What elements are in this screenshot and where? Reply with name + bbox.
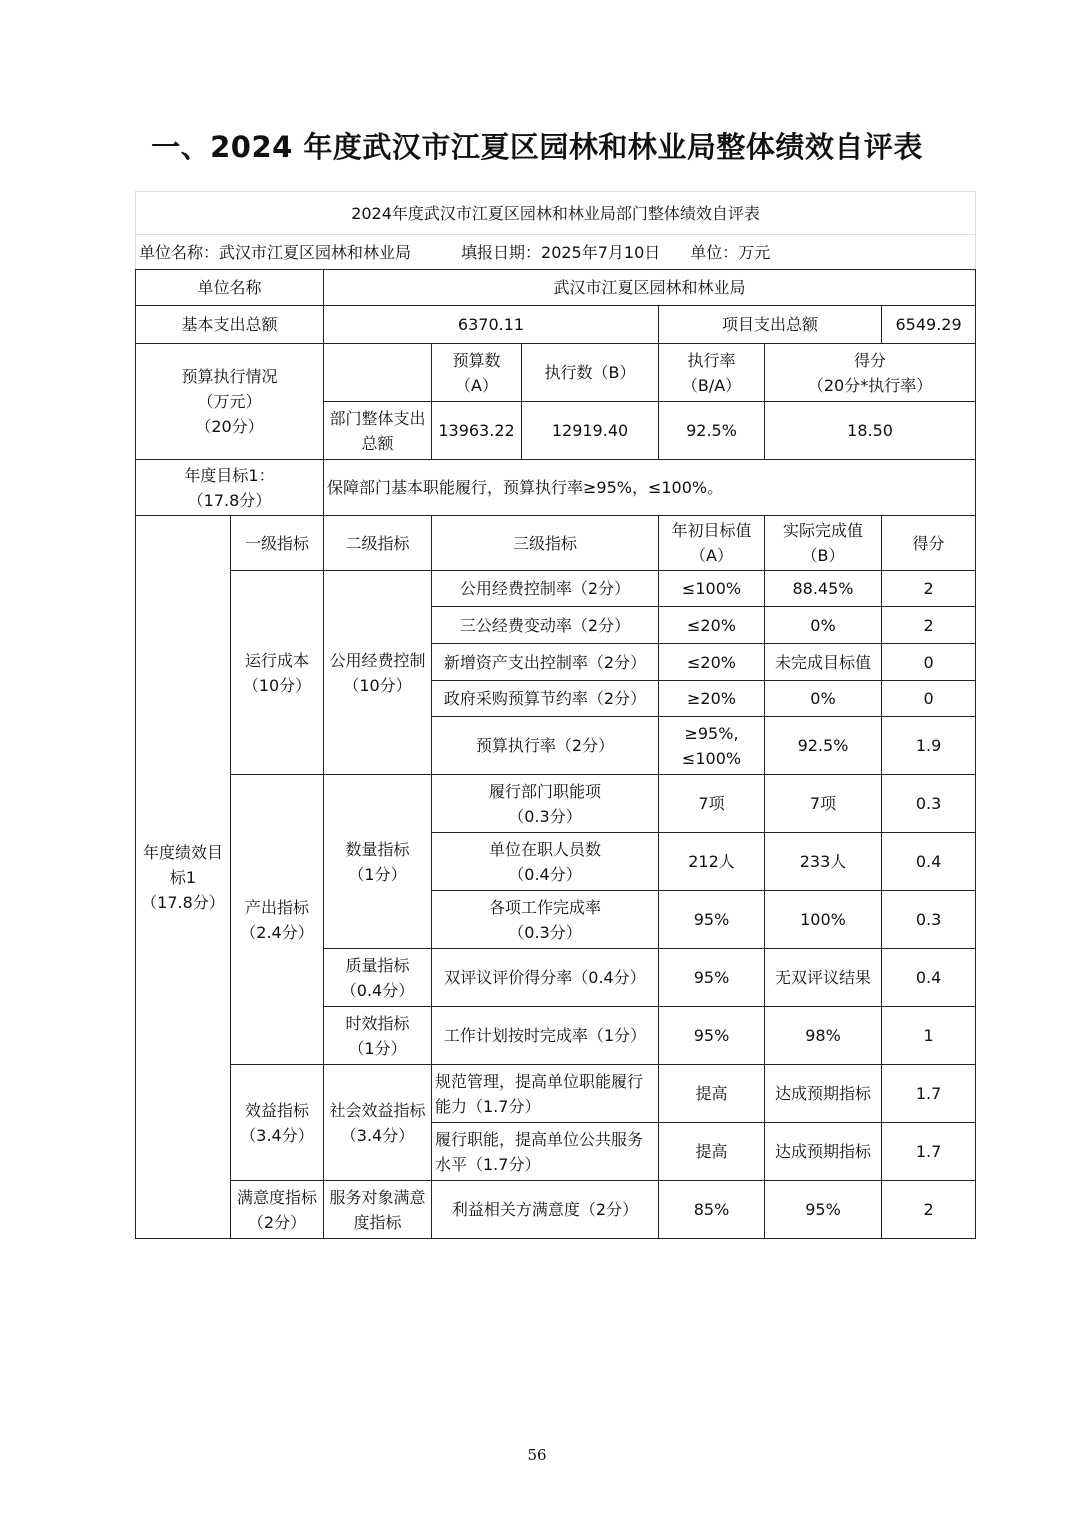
header-score: 得分 bbox=[882, 516, 976, 571]
indicator-name: 公用经费控制率（2分） bbox=[432, 571, 659, 607]
project-expense-label: 项目支出总额 bbox=[659, 306, 882, 344]
indicator-name: 利益相关方满意度（2分） bbox=[432, 1181, 659, 1239]
unit-name-info: 单位名称：武汉市江夏区园林和林业局 bbox=[139, 242, 412, 262]
indicator-actual: 0% bbox=[765, 607, 882, 644]
indicator-score: 0.3 bbox=[882, 775, 976, 833]
fill-date-info: 填报日期：2025年7月10日 bbox=[461, 242, 661, 262]
budget-head-budget: 预算数 （A） bbox=[432, 344, 522, 402]
indicator-name: 新增资产支出控制率（2分） bbox=[432, 644, 659, 681]
header-actual: 实际完成值 （B） bbox=[765, 516, 882, 571]
indicator-score: 1.7 bbox=[882, 1065, 976, 1123]
table-row bbox=[136, 1181, 976, 1239]
indicator-name: 双评议评价得分率（0.4分） bbox=[432, 949, 659, 1007]
info-line bbox=[136, 235, 976, 270]
indicator-actual: 0% bbox=[765, 681, 882, 717]
evaluation-table bbox=[135, 191, 976, 1239]
indicator-actual: 92.5% bbox=[765, 717, 882, 775]
indicator-name: 政府采购预算节约率（2分） bbox=[432, 681, 659, 717]
table-row bbox=[136, 571, 976, 607]
indicator-target: 95% bbox=[659, 891, 765, 949]
indicator-name: 单位在职人员数 （0.4分） bbox=[432, 833, 659, 891]
indicator-target: 7项 bbox=[659, 775, 765, 833]
indicator-target: 95% bbox=[659, 1007, 765, 1065]
indicator-target: ≤20% bbox=[659, 607, 765, 644]
indicator-name: 三公经费变动率（2分） bbox=[432, 607, 659, 644]
goal-text: 保障部门基本职能履行，预算执行率≥95%，≤100%。 bbox=[324, 460, 976, 516]
table-row bbox=[136, 1065, 976, 1123]
indicator-actual: 100% bbox=[765, 891, 882, 949]
basic-expense-value: 6370.11 bbox=[324, 306, 659, 344]
indicator-score: 1.7 bbox=[882, 1123, 976, 1181]
perf-goal-label: 年度绩效目 标1 （17.8分） bbox=[136, 516, 231, 1239]
group-benefit: 效益指标 （3.4分） bbox=[231, 1065, 324, 1181]
group-service: 服务对象满意 度指标 bbox=[324, 1181, 432, 1239]
budget-head-rate: 执行率 （B/A） bbox=[659, 344, 765, 402]
budget-exec-label: 预算执行情况 （万元） （20分） bbox=[136, 344, 324, 460]
indicator-score: 2 bbox=[882, 1181, 976, 1239]
exec-value: 12919.40 bbox=[522, 402, 659, 460]
goal-label: 年度目标1： （17.8分） bbox=[136, 460, 324, 516]
indicator-name: 履行职能，提高单位公共服务 水平（1.7分） bbox=[432, 1123, 659, 1181]
basic-expense-label: 基本支出总额 bbox=[136, 306, 324, 344]
indicator-actual: 无双评议结果 bbox=[765, 949, 882, 1007]
indicator-actual: 88.45% bbox=[765, 571, 882, 607]
indicator-actual: 达成预期指标 bbox=[765, 1123, 882, 1181]
indicator-actual: 233人 bbox=[765, 833, 882, 891]
indicator-score: 2 bbox=[882, 607, 976, 644]
header-target: 年初目标值 （A） bbox=[659, 516, 765, 571]
indicator-name: 预算执行率（2分） bbox=[432, 717, 659, 775]
budget-row-label: 部门整体支出 总额 bbox=[324, 402, 432, 460]
page-heading: 一、2024 年度武汉市江夏区园林和林业局整体绩效自评表 bbox=[151, 130, 923, 164]
budget-head-exec: 执行数（B） bbox=[522, 344, 659, 402]
rate-value: 92.5% bbox=[659, 402, 765, 460]
header-level3: 三级指标 bbox=[432, 516, 659, 571]
header-level2: 二级指标 bbox=[324, 516, 432, 571]
indicator-target: ≤20% bbox=[659, 644, 765, 681]
budget-blank-cell bbox=[324, 344, 432, 402]
indicator-name: 规范管理，提高单位职能履行 能力（1.7分） bbox=[432, 1065, 659, 1123]
header-level1: 一级指标 bbox=[231, 516, 324, 571]
indicator-score: 1.9 bbox=[882, 717, 976, 775]
unit-name-value: 武汉市江夏区园林和林业局 bbox=[324, 270, 976, 306]
indicator-target: ≤100% bbox=[659, 571, 765, 607]
indicator-target: ≥20% bbox=[659, 681, 765, 717]
indicator-name: 各项工作完成率 （0.3分） bbox=[432, 891, 659, 949]
indicator-actual: 未完成目标值 bbox=[765, 644, 882, 681]
group-social: 社会效益指标 （3.4分） bbox=[324, 1065, 432, 1181]
evaluation-sheet bbox=[135, 191, 975, 1239]
indicator-actual: 95% bbox=[765, 1181, 882, 1239]
indicator-target: 85% bbox=[659, 1181, 765, 1239]
indicator-target: 95% bbox=[659, 949, 765, 1007]
score-value: 18.50 bbox=[765, 402, 976, 460]
indicator-score: 0 bbox=[882, 681, 976, 717]
indicator-name: 履行部门职能项 （0.3分） bbox=[432, 775, 659, 833]
indicator-target: 提高 bbox=[659, 1065, 765, 1123]
group-satisfaction: 满意度指标 （2分） bbox=[231, 1181, 324, 1239]
budget-head-score: 得分 （20分*执行率） bbox=[765, 344, 976, 402]
unit-name-label: 单位名称 bbox=[136, 270, 324, 306]
budget-value: 13963.22 bbox=[432, 402, 522, 460]
indicator-name: 工作计划按时完成率（1分） bbox=[432, 1007, 659, 1065]
table-title: 2024年度武汉市江夏区园林和林业局部门整体绩效自评表 bbox=[136, 192, 976, 235]
indicator-actual: 98% bbox=[765, 1007, 882, 1065]
group-timeliness: 时效指标 （1分） bbox=[324, 1007, 432, 1065]
indicator-score: 2 bbox=[882, 571, 976, 607]
indicator-actual: 7项 bbox=[765, 775, 882, 833]
indicator-score: 0.4 bbox=[882, 833, 976, 891]
indicator-target: 212人 bbox=[659, 833, 765, 891]
group-output: 产出指标 （2.4分） bbox=[231, 775, 324, 1065]
indicator-score: 0 bbox=[882, 644, 976, 681]
indicator-score: 0.3 bbox=[882, 891, 976, 949]
project-expense-value: 6549.29 bbox=[882, 306, 976, 344]
indicator-actual: 达成预期指标 bbox=[765, 1065, 882, 1123]
indicator-score: 1 bbox=[882, 1007, 976, 1065]
indicator-target: ≥95%, ≤100% bbox=[659, 717, 765, 775]
indicator-target: 提高 bbox=[659, 1123, 765, 1181]
table-row bbox=[136, 775, 976, 833]
indicator-score: 0.4 bbox=[882, 949, 976, 1007]
unit-info: 单位：万元 bbox=[690, 242, 771, 262]
page-number: 56 bbox=[527, 1446, 547, 1464]
group-cost: 运行成本 （10分） bbox=[231, 571, 324, 775]
group-public-cost: 公用经费控制 （10分） bbox=[324, 571, 432, 775]
group-quantity: 数量指标 （1分） bbox=[324, 775, 432, 949]
group-quality: 质量指标 （0.4分） bbox=[324, 949, 432, 1007]
